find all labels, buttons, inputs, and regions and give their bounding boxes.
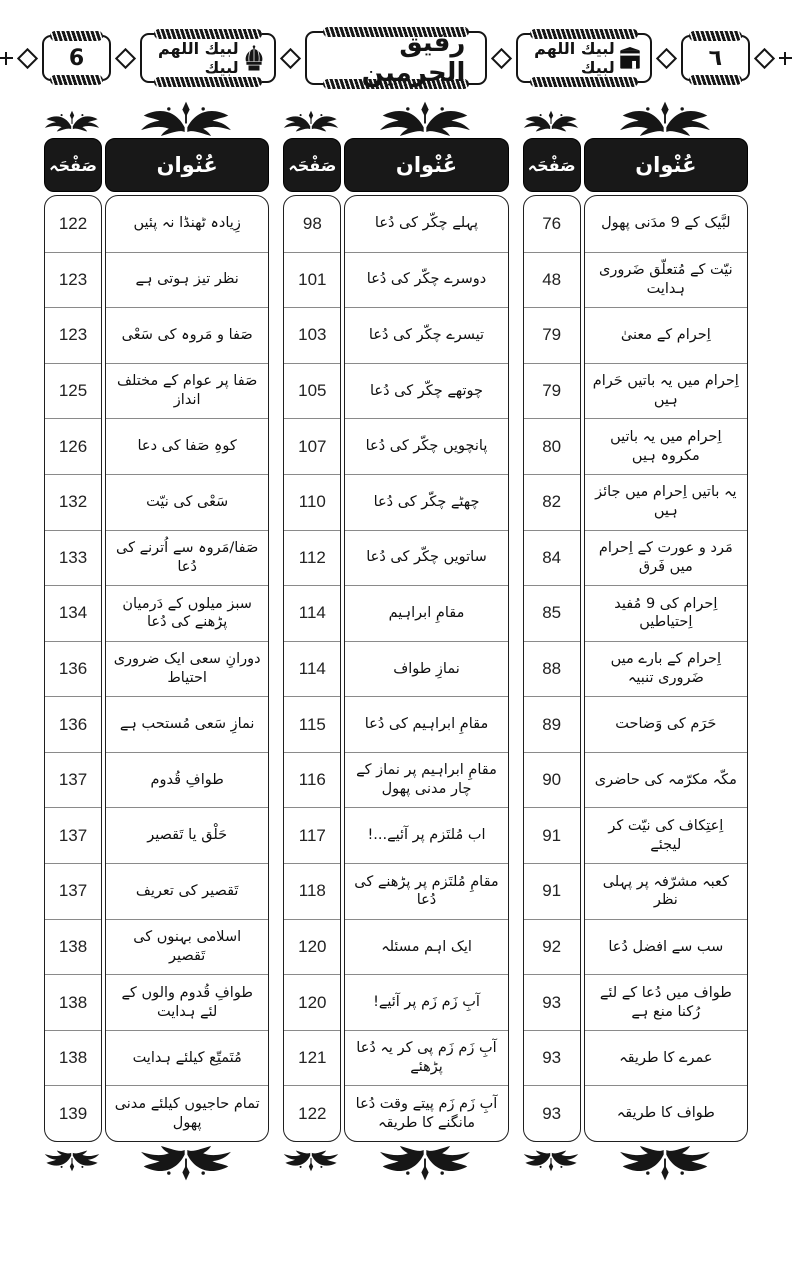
- toc-column-group-middle: [283, 98, 508, 1198]
- column-header-row: [523, 138, 748, 192]
- toc-entry-title: طوافِ قُدوم والوں کے لئے ہدایت: [106, 974, 268, 1030]
- toc-entry-title: آبِ زَم زَم پی کر یہ دُعا پڑھئے: [345, 1030, 507, 1086]
- title-column: [105, 195, 269, 1142]
- book-title: رفيق الحرمين: [361, 28, 466, 88]
- page-number-right-box: [681, 35, 750, 81]
- toc-entry-title: نیّت کے مُتعلّق ضَروری ہدایت: [585, 252, 747, 308]
- toc-entry-title: تیسرے چکّر کی دُعا: [345, 307, 507, 363]
- toc-page-number: 110: [284, 474, 340, 530]
- toc-page-number: 79: [524, 307, 580, 363]
- toc-page-number: 79: [524, 363, 580, 419]
- toc-entry-title: اِعتِکاف کی نیّت کر لیجئے: [585, 807, 747, 863]
- floral-crown-ornament: [523, 105, 579, 138]
- toc-page-number: 80: [524, 418, 580, 474]
- toc-entry-title: دورانِ سعی ایک ضروری احتیاط: [106, 641, 268, 697]
- toc-entry-title: اسلامی بہنوں کی تَقصیر: [106, 919, 268, 975]
- toc-page-number: 88: [524, 641, 580, 697]
- toc-page-number: 118: [284, 863, 340, 919]
- toc-entry-title: طواف میں دُعا کے لئے رُکنا منع ہے: [585, 974, 747, 1030]
- toc-page-number: 134: [45, 585, 101, 641]
- toc-entry-title: سب سے افضل دُعا: [585, 919, 747, 975]
- floral-crown-ornament: [283, 1144, 339, 1177]
- floral-crown-ornament: [523, 1144, 579, 1177]
- toc-page-number: 137: [45, 807, 101, 863]
- toc-entry-title: نمازِ طواف: [345, 641, 507, 697]
- toc-entry-title: کوہِ صَفا کی دعا: [106, 418, 268, 474]
- toc-page-number: 137: [45, 752, 101, 808]
- diamond-ornament: [656, 47, 677, 68]
- top-ornaments: [44, 98, 269, 138]
- toc-entry-title: طواف کا طریقہ: [585, 1085, 747, 1141]
- toc-page-number: 76: [542, 213, 562, 233]
- toc-page-number: 89: [524, 696, 580, 752]
- toc-entry-title: پہلے چکّر کی دُعا: [374, 215, 479, 232]
- toc-page-number: 103: [284, 307, 340, 363]
- page-number-right: ٦: [708, 45, 723, 71]
- toc-body: [523, 195, 748, 1142]
- toc-entry-title: زِیادہ ٹھنڈا نہ پئیں: [133, 215, 241, 232]
- toc-page-number: 138: [45, 974, 101, 1030]
- toc-page-number: 93: [524, 1085, 580, 1141]
- bottom-ornaments: [283, 1144, 508, 1198]
- toc-page-number: 122: [284, 1085, 340, 1141]
- page-column-header: صَفْحَہ: [523, 138, 581, 192]
- toc-page-number: 115: [284, 696, 340, 752]
- toc-entry-title: کعبہ مشرّفہ پر پہلی نظر: [585, 863, 747, 919]
- toc-page-number: 93: [524, 1030, 580, 1086]
- toc-entry-title: مکّہ مکرّمہ کی حاضری: [585, 752, 747, 808]
- toc-page-number: 123: [45, 252, 101, 308]
- toc-entry-title: عمرے کا طریقہ: [585, 1030, 747, 1086]
- bottom-ornaments: [523, 1144, 748, 1198]
- toc-page-number: 138: [45, 1030, 101, 1086]
- title-column: [344, 195, 508, 1142]
- banner-left-box: [140, 33, 275, 83]
- page-number-column: [283, 195, 341, 1142]
- toc-page-number: 120: [284, 919, 340, 975]
- toc-entry-title: دوسرے چکّر کی دُعا: [345, 252, 507, 308]
- toc-page-number: 98: [302, 213, 322, 233]
- toc-entry-title: مَرد و عورت کے اِحرام میں فَرق: [585, 530, 747, 586]
- title-column-header: عُنْوان: [344, 138, 508, 192]
- floral-crown-ornament: [617, 1144, 713, 1181]
- toc-page-number: 137: [45, 863, 101, 919]
- toc-entry-title: ایک اہم مسئلہ: [345, 919, 507, 975]
- toc-body: [44, 195, 269, 1142]
- book-title-box: [305, 28, 488, 88]
- toc-entry-title: صَفا و مَروہ کی سَعْی: [106, 307, 268, 363]
- toc-entry-title: ساتویں چکّر کی دُعا: [345, 530, 507, 586]
- column-header-row: [283, 138, 508, 192]
- toc-page-number: 121: [284, 1030, 340, 1086]
- diamond-ornament: [491, 47, 512, 68]
- toc-entry-title: طوافِ قُدوم: [106, 752, 268, 808]
- toc-columns: [0, 98, 792, 1198]
- toc-page-number: 122: [58, 213, 88, 233]
- mosque-dome-icon: [243, 45, 265, 71]
- page-column-header: صَفْحَہ: [283, 138, 341, 192]
- top-ornaments: [523, 98, 748, 138]
- toc-page-number: 116: [284, 752, 340, 808]
- toc-entry-title: صَفا/مَروہ سے اُترنے کی دُعا: [106, 530, 268, 586]
- toc-page-number: 117: [284, 807, 340, 863]
- toc-page-number: 92: [524, 919, 580, 975]
- toc-page-number: 112: [284, 530, 340, 586]
- page-number-column: [523, 195, 581, 1142]
- toc-column-group-left: [44, 98, 269, 1198]
- cross-ornament: [0, 52, 13, 65]
- page-column-header: صَفْحَہ: [44, 138, 102, 192]
- toc-page-number: 139: [45, 1085, 101, 1141]
- diamond-ornament: [280, 47, 301, 68]
- toc-page-number: 82: [524, 474, 580, 530]
- toc-entry-title: اب مُلتَزم پر آئیے...!: [345, 807, 507, 863]
- toc-entry-title: حَرَم کی وَضاحت: [585, 696, 747, 752]
- toc-entry-title: پانچویں چکّر کی دُعا: [345, 418, 507, 474]
- floral-crown-ornament: [44, 1144, 100, 1177]
- toc-page-number: 138: [45, 919, 101, 975]
- toc-entry-title: اِحرام کی 9 مُفید اِحتیاطیں: [585, 585, 747, 641]
- floral-crown-ornament: [138, 101, 234, 138]
- toc-page-number: 107: [284, 418, 340, 474]
- toc-entry-title: آبِ زَم زَم پیتے وقت دُعا مانگنے کا طریقہ: [345, 1085, 507, 1141]
- toc-entry-title: مُتَمتِّع کیلئے ہدایت: [106, 1030, 268, 1086]
- toc-entry-title: نظر تیز ہوتی ہے: [106, 252, 268, 308]
- toc-page-number: 90: [524, 752, 580, 808]
- toc-entry-title: اِحرام میں یہ باتیں مکروہ ہیں: [585, 418, 747, 474]
- toc-entry-title: چوتھے چکّر کی دُعا: [345, 363, 507, 419]
- toc-entry-title: حَلْق یا تَقصیر: [106, 807, 268, 863]
- toc-page-number: 125: [45, 363, 101, 419]
- diamond-ornament: [115, 47, 136, 68]
- toc-entry-title: سبز میلوں کے دَرمیان پڑھنے کی دُعا: [106, 585, 268, 641]
- page-number-column: [44, 195, 102, 1142]
- bottom-ornaments: [44, 1144, 269, 1198]
- toc-entry-title: مقامِ مُلتَزم پر پڑھنے کی دُعا: [345, 863, 507, 919]
- toc-entry-title: تمام حاجیوں کیلئے مدنی پھول: [106, 1085, 268, 1141]
- page-number-left-box: [42, 35, 111, 81]
- toc-page-number: 132: [45, 474, 101, 530]
- banner-right-box: [516, 33, 651, 83]
- toc-entry-title: مقامِ ابراہیم پر نماز کے چار مدنی پھول: [345, 752, 507, 808]
- toc-body: [283, 195, 508, 1142]
- diamond-ornament: [17, 47, 38, 68]
- toc-entry-title: صَفا پر عوام کے مختلف انداز: [106, 363, 268, 419]
- toc-page-number: 105: [284, 363, 340, 419]
- toc-page-number: 93: [524, 974, 580, 1030]
- toc-entry-title: اِحرام کے بارے میں ضَروری تنبیہ: [585, 641, 747, 697]
- toc-entry-title: اِحرام کے معنیٰ: [585, 307, 747, 363]
- floral-crown-ornament: [44, 105, 100, 138]
- toc-page-number: 101: [284, 252, 340, 308]
- toc-page-number: 85: [524, 585, 580, 641]
- toc-page-number: 48: [524, 252, 580, 308]
- toc-column-group-right: [523, 98, 748, 1198]
- floral-crown-ornament: [617, 101, 713, 138]
- toc-entry-title: مقامِ ابراہیم کی دُعا: [345, 696, 507, 752]
- floral-crown-ornament: [283, 105, 339, 138]
- cross-ornament: [779, 52, 792, 65]
- diamond-ornament: [754, 47, 775, 68]
- floral-crown-ornament: [377, 101, 473, 138]
- toc-entry-title: یہ باتیں اِحرام میں جائز ہیں: [585, 474, 747, 530]
- toc-page-number: 84: [524, 530, 580, 586]
- floral-crown-ornament: [138, 1144, 234, 1181]
- toc-entry-title: سَعْی کی نیّت: [106, 474, 268, 530]
- toc-entry-title: چھٹے چکّر کی دُعا: [345, 474, 507, 530]
- title-column-header: عُنْوان: [105, 138, 269, 192]
- banner-right-label: لبيك اللهم لبيك: [534, 39, 615, 77]
- kaaba-icon: [619, 45, 641, 71]
- toc-page-number: 91: [524, 807, 580, 863]
- top-ornaments: [283, 98, 508, 138]
- toc-page-number: 136: [45, 696, 101, 752]
- toc-page-number: 120: [284, 974, 340, 1030]
- page-number-left: 6: [68, 45, 85, 71]
- toc-entry-title: تَقصیر کی تعریف: [106, 863, 268, 919]
- title-column: [584, 195, 748, 1142]
- column-header-row: [44, 138, 269, 192]
- toc-entry-title: مقامِ ابراہیم: [345, 585, 507, 641]
- toc-page-number: 114: [284, 641, 340, 697]
- banner-left-label: لبيك اللهم لبيك: [157, 39, 239, 77]
- toc-page-number: 126: [45, 418, 101, 474]
- toc-entry-title: اِحرام میں یہ باتیں حَرام ہیں: [585, 363, 747, 419]
- toc-entry-title: نمازِ سَعی مُستحب ہے: [106, 696, 268, 752]
- toc-page-number: 133: [45, 530, 101, 586]
- toc-page-number: 91: [524, 863, 580, 919]
- toc-page-number: 123: [45, 307, 101, 363]
- toc-page-number: 114: [284, 585, 340, 641]
- title-column-header: عُنْوان: [584, 138, 748, 192]
- toc-entry-title: آبِ زَم زَم پر آئیے!: [345, 974, 507, 1030]
- floral-crown-ornament: [377, 1144, 473, 1181]
- toc-entry-title: لبَّیک کے 9 مدَنی پھول: [601, 215, 731, 232]
- toc-page-number: 136: [45, 641, 101, 697]
- page-header: [0, 30, 792, 86]
